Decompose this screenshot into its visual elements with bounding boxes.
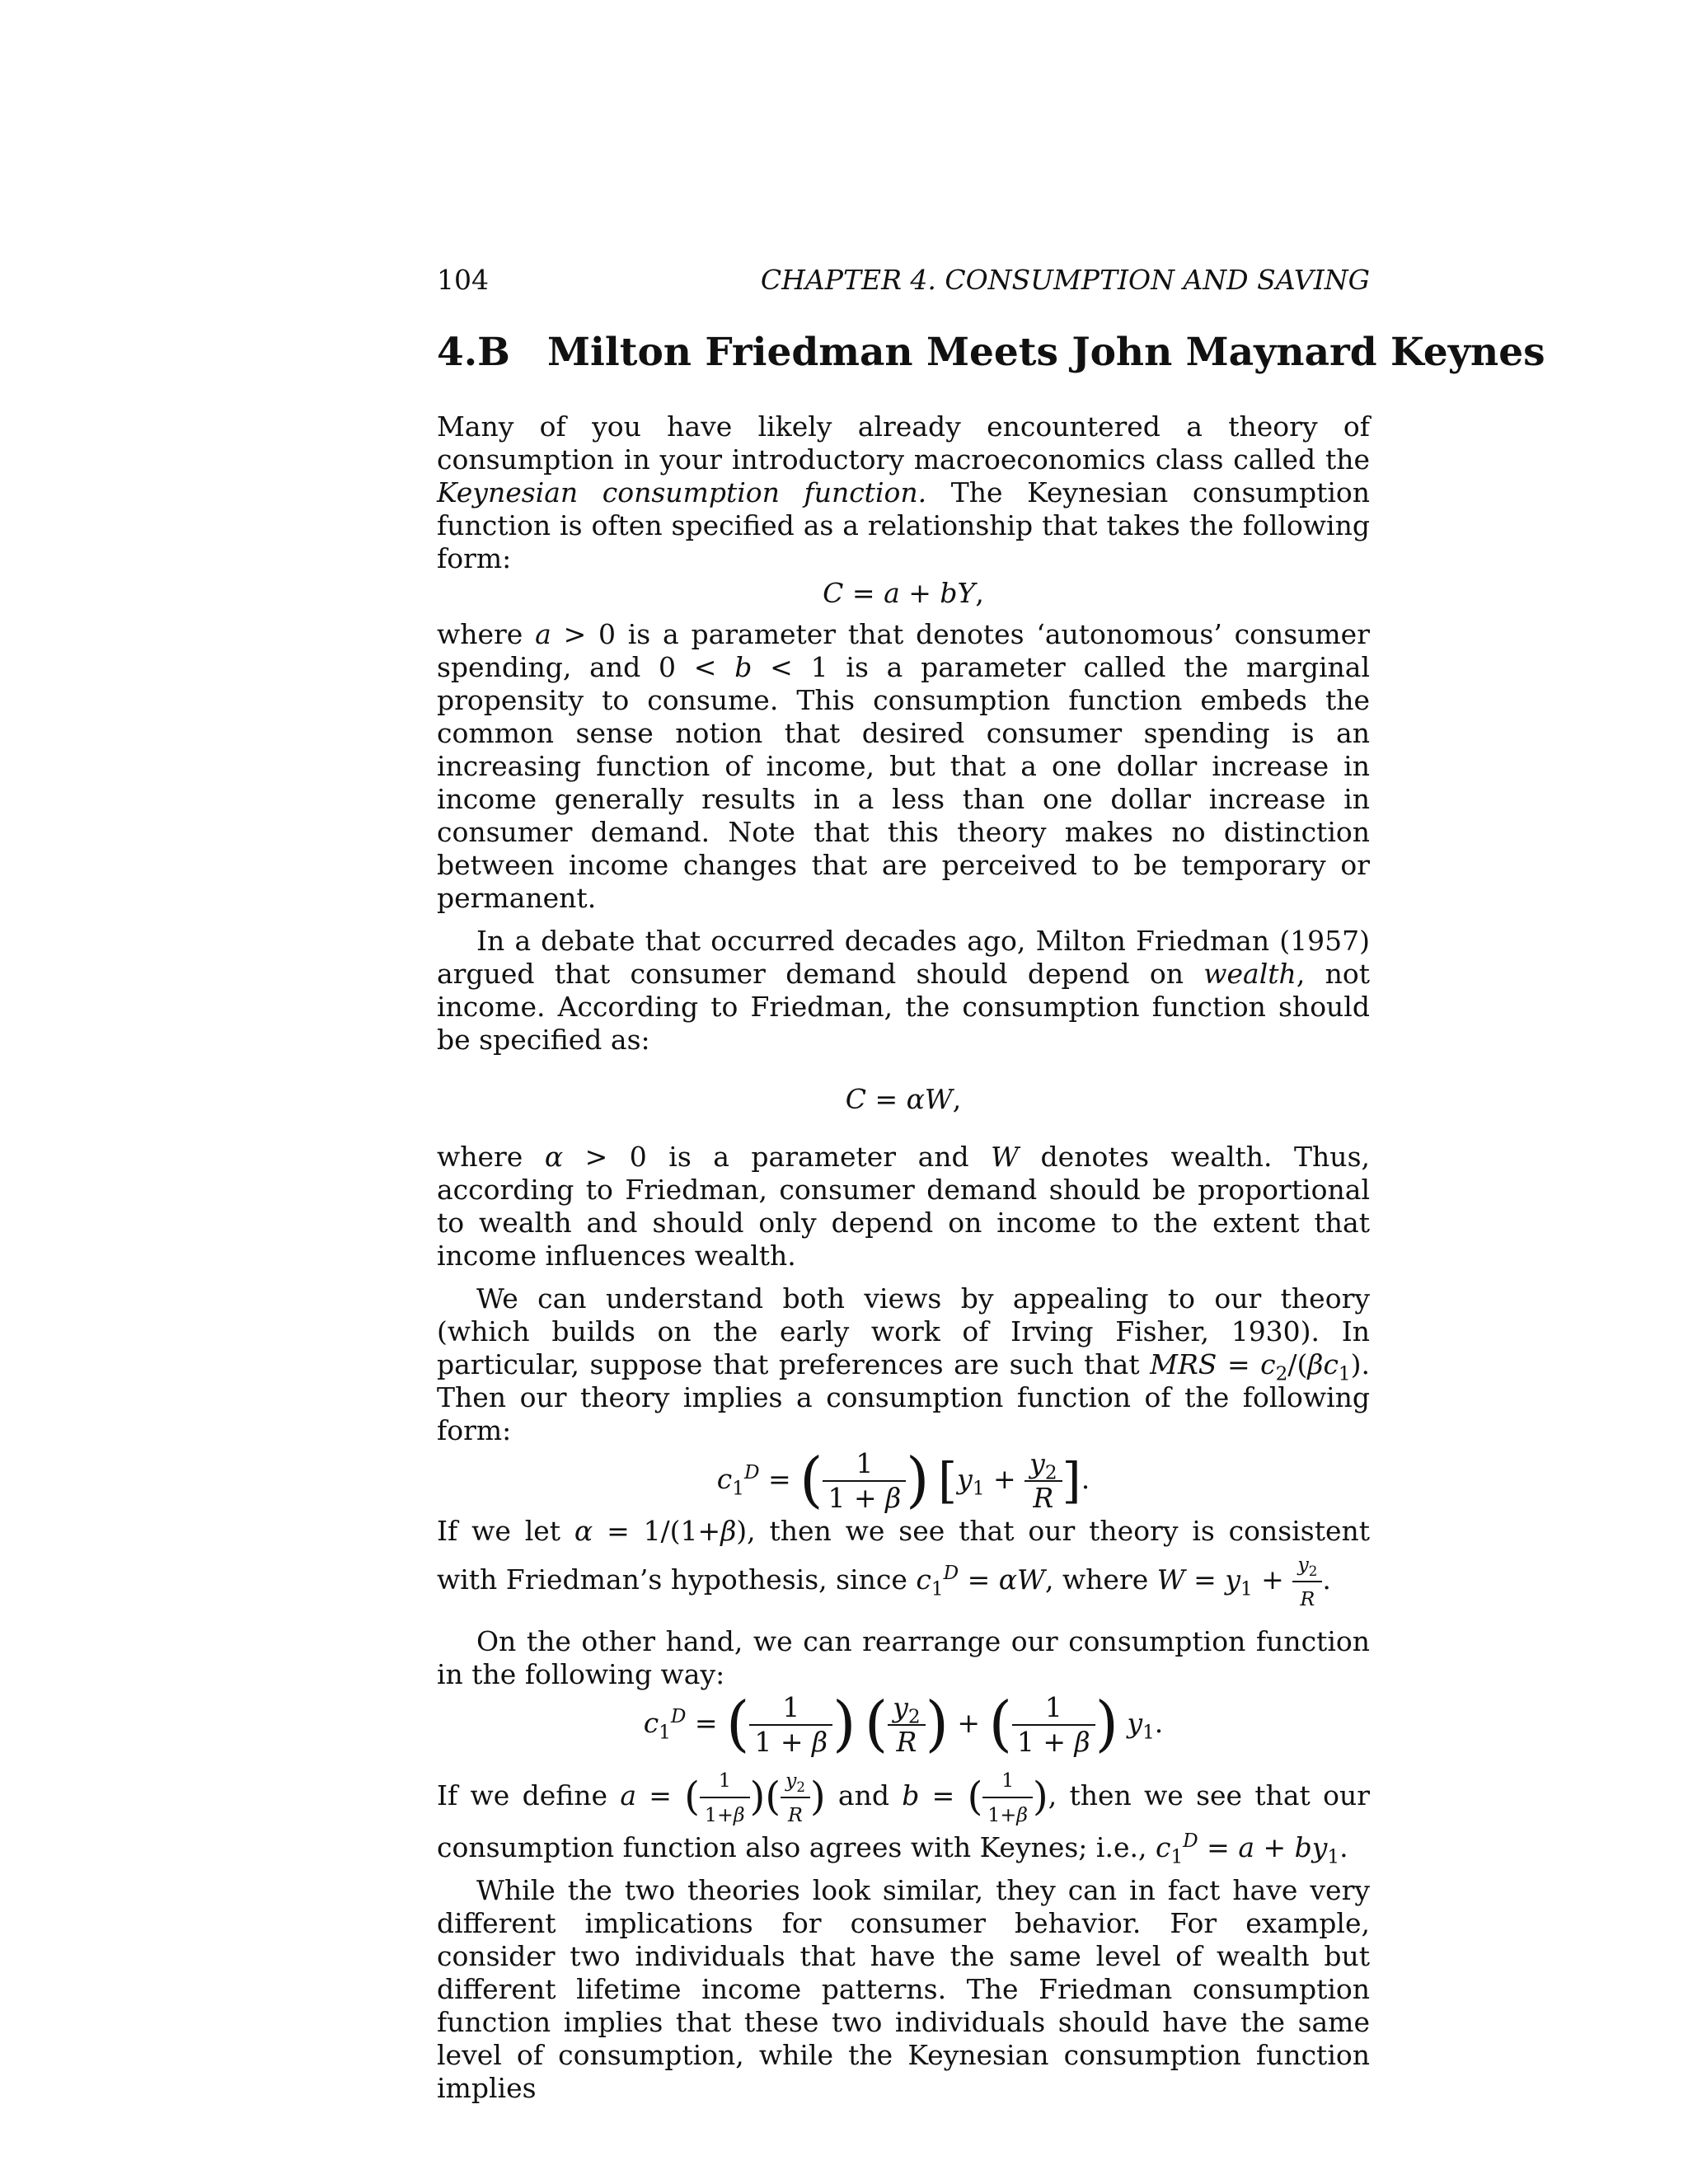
body-text	[437, 410, 1370, 2105]
equation-consumption: $c_1^D$ = ( $\frac{1}{1 + \beta}$ ) [$y_1$ + $\frac{y_2}{R}$ ].	[716, 1446, 1090, 1516]
chapter-title: CHAPTER 4. CONSUMPTION AND SAVING	[760, 264, 1370, 296]
paragraph-6: If we let α = 1/(1+β), then we see that our theory is consistent with Friedman’s hypothesis, since $c_1^D = \alpha W$, where $W = y_1$ + $\frac{y_2}{R}$ .	[437, 1515, 1370, 1610]
running-head	[437, 262, 1370, 298]
paragraph-1: Many of you have likely already encountered a theory of consumption in your introductory macroeconomics class called the Keynesian consumption function. The Keynesian consumption function is often specified as a relationship that takes the following form:	[437, 410, 1370, 574]
paragraph-8: If we define a = ( $\frac{1}{1+\beta}$ )( $\frac{y_2}{R}$ ) and b = ( $\frac{1}{1+\beta}$ ), then we see that our consumption function also agrees with Keynes; i.e., $c_1^D = a + by_1$.	[437, 1764, 1370, 1864]
section-title: Milton Friedman Meets John Maynard Keynes	[547, 330, 1545, 375]
section-heading	[437, 328, 1545, 377]
equation-friedman: C = αW,	[845, 1083, 962, 1115]
page-number: 104	[437, 264, 489, 296]
paragraph-9: While the two theories look similar, they can in fact have very different implications for consumer behavior. For example, consider two individuals that have the same level of wealth but different lifetime income patterns. The Friedman consumption function implies that these two individuals should have the same level of consumption, while the Keynesian consumption function implies	[437, 1874, 1370, 2104]
page	[437, 262, 1545, 2104]
paragraph-4: where α > 0 is a parameter and W denotes wealth. Thus, according to Friedman, consumer demand should be proportional to wealth and should only depend on income to the extent that income influences wealth.	[437, 1141, 1370, 1272]
paragraph-2: where a > 0 is a parameter that denotes ‘autonomous’ consumer spending, and 0 < b < 1 is a parameter called the marginal propensity to consume. This consumption function embeds the common sense notion that desired consumer spending is an increasing function of income, but that a one dollar increase in income generally results in a less than one dollar increase in consumer demand. Note that this theory makes no distinction between income changes that are perceived to be temporary or permanent.	[437, 618, 1370, 914]
paragraph-3: In a debate that occurred decades ago, Milton Friedman (1957) argued that consumer demand should depend on wealth, not income. According to Friedman, the consumption function should be specified as:	[437, 925, 1370, 1056]
paragraph-5: We can understand both views by appealing to our theory (which builds on the early work of Irving Fisher, 1930). In particular, suppose that preferences are such that MRS = $c_2/(\beta c_1)$. Then our theory implies a consumption function of the following form:	[437, 1282, 1370, 1446]
section-number: 4.B	[437, 330, 510, 375]
paragraph-7: On the other hand, we can rearrange our consumption function in the following way:	[437, 1625, 1370, 1690]
equation-keynes: C = a + bY,	[823, 577, 984, 609]
equation-rearranged: $c_1^D$ = ( $\frac{1}{1 + \beta}$ ) ( $\frac{y_2}{R}$ ) + ( $\frac{1}{1 + \beta}$ ) $y_1$.	[643, 1690, 1164, 1760]
